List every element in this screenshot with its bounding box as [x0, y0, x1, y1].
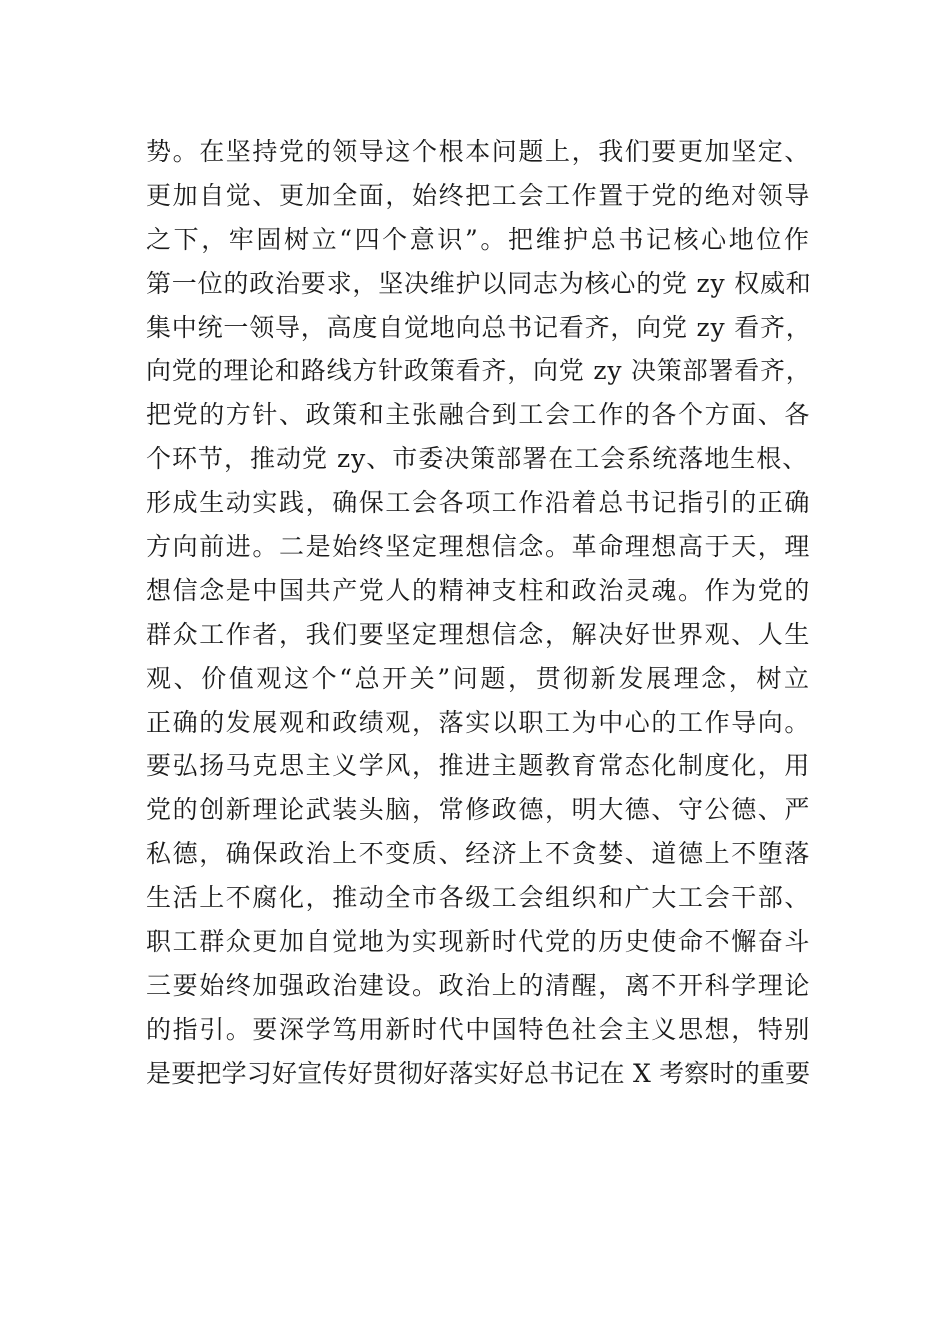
body-text	[146, 130, 812, 1096]
text-line: 是要把学习好宣传好贯彻好落实好总书记在 X 考察时的重要	[146, 1058, 811, 1088]
text-line: 职工群众更加自觉地为实现新时代党的历史使命不懈奋斗	[146, 927, 812, 957]
text-line: 方向前进。二是始终坚定理想信念。革命理想高于天，理	[146, 532, 812, 562]
text-line: 观、价值观这个“总开关”问题，贯彻新发展理念，树立	[146, 663, 812, 693]
text-line: 正确的发展观和政绩观，落实以职工为中心的工作导向。	[146, 707, 812, 737]
text-line: 之下，牢固树立“四个意识”。把维护总书记核心地位作	[146, 224, 812, 254]
text-line: 生活上不腐化，推动全市各级工会组织和广大工会干部、	[146, 883, 812, 913]
text-line: 的指引。要深学笃用新时代中国特色社会主义思想，特别	[146, 1014, 812, 1044]
text-line: 更加自觉、更加全面，始终把工会工作置于党的绝对领导	[146, 180, 812, 210]
text-line: 形成生动实践，确保工会各项工作沿着总书记指引的正确	[146, 488, 812, 518]
text-line: 群众工作者，我们要坚定理想信念，解决好世界观、人生	[146, 619, 812, 649]
text-line: 想信念是中国共产党人的精神支柱和政治灵魂。作为党的	[146, 575, 812, 605]
text-line: 把党的方针、政策和主张融合到工会工作的各个方面、各	[146, 400, 812, 430]
text-line: 向党的理论和路线方针政策看齐，向党 zy 决策部署看齐，	[146, 356, 812, 386]
text-line: 个环节，推动党 zy、市委决策部署在工会系统落地生根、	[146, 444, 809, 474]
text-line: 集中统一领导，高度自觉地向总书记看齐，向党 zy 看齐，	[146, 312, 812, 342]
text-line: 私德，确保政治上不变质、经济上不贪婪、道德上不堕落	[146, 839, 812, 869]
text-line: 第一位的政治要求，坚决维护以同志为核心的党 zy 权威和	[146, 268, 812, 298]
text-line: 党的创新理论武装头脑，常修政德，明大德、守公德、严	[146, 795, 812, 825]
text-line: 要弘扬马克思主义学风，推进主题教育常态化制度化，用	[146, 751, 812, 781]
text-line: 三要始终加强政治建设。政治上的清醒，离不开科学理论	[146, 970, 812, 1000]
text-line: 势。在坚持党的领导这个根本问题上，我们要更加坚定、	[146, 137, 812, 166]
